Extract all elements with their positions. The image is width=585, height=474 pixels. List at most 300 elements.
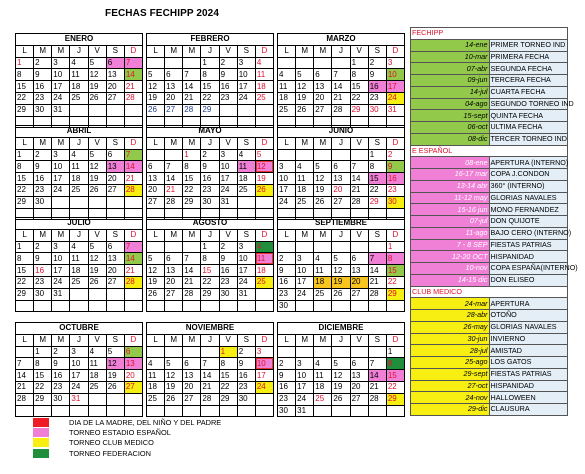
day-cell[interactable]: 11 <box>255 69 273 81</box>
day-cell[interactable]: 30 <box>201 196 219 208</box>
day-cell[interactable]: 17 <box>296 381 314 393</box>
day-cell[interactable]: 19 <box>88 173 106 185</box>
day-cell[interactable]: 11 <box>88 358 106 370</box>
day-cell[interactable]: 27 <box>106 184 124 196</box>
day-cell[interactable]: 21 <box>124 173 142 185</box>
day-cell[interactable]: 25 <box>314 288 332 300</box>
day-cell[interactable]: 19 <box>296 92 314 104</box>
day-cell[interactable]: 5 <box>332 253 350 265</box>
day-cell[interactable]: 3 <box>52 241 70 253</box>
day-cell[interactable]: 30 <box>34 196 52 208</box>
day-cell[interactable]: 26 <box>147 288 165 300</box>
day-cell[interactable]: 3 <box>296 358 314 370</box>
day-cell[interactable]: 11 <box>314 370 332 382</box>
day-cell[interactable]: 3 <box>386 57 404 69</box>
day-cell[interactable]: 14 <box>124 69 142 81</box>
day-cell[interactable]: 22 <box>219 381 237 393</box>
day-cell[interactable]: 2 <box>201 149 219 161</box>
day-cell[interactable]: 10 <box>70 358 88 370</box>
day-cell[interactable]: 31 <box>52 104 70 116</box>
day-cell[interactable]: 12 <box>255 161 273 173</box>
day-cell[interactable]: 9 <box>237 358 255 370</box>
day-cell[interactable]: 3 <box>70 346 88 358</box>
day-cell[interactable]: 22 <box>368 184 386 196</box>
day-cell[interactable]: 26 <box>88 92 106 104</box>
day-cell[interactable]: 18 <box>147 381 165 393</box>
day-cell[interactable]: 15 <box>350 81 368 93</box>
day-cell[interactable]: 9 <box>34 253 52 265</box>
day-cell[interactable]: 11 <box>278 81 296 93</box>
day-cell[interactable]: 17 <box>386 81 404 93</box>
day-cell[interactable]: 20 <box>106 265 124 277</box>
day-cell[interactable]: 16 <box>219 81 237 93</box>
day-cell[interactable]: 26 <box>314 196 332 208</box>
day-cell[interactable]: 17 <box>52 81 70 93</box>
day-cell[interactable]: 22 <box>201 92 219 104</box>
day-cell[interactable]: 6 <box>147 161 165 173</box>
day-cell[interactable]: 9 <box>386 161 404 173</box>
day-cell[interactable]: 23 <box>219 92 237 104</box>
day-cell[interactable]: 15 <box>16 265 34 277</box>
day-cell[interactable]: 15 <box>201 81 219 93</box>
day-cell[interactable]: 1 <box>386 241 404 253</box>
day-cell[interactable]: 13 <box>106 161 124 173</box>
day-cell[interactable]: 15 <box>368 173 386 185</box>
day-cell[interactable]: 8 <box>183 161 201 173</box>
day-cell[interactable]: 28 <box>183 104 201 116</box>
day-cell[interactable]: 14 <box>124 253 142 265</box>
day-cell[interactable]: 23 <box>219 276 237 288</box>
day-cell[interactable]: 6 <box>165 253 183 265</box>
day-cell[interactable]: 21 <box>350 184 368 196</box>
day-cell[interactable]: 19 <box>88 265 106 277</box>
day-cell[interactable]: 29 <box>350 104 368 116</box>
day-cell[interactable]: 28 <box>124 276 142 288</box>
day-cell[interactable]: 4 <box>70 57 88 69</box>
day-cell[interactable]: 29 <box>386 393 404 405</box>
day-cell[interactable]: 12 <box>88 253 106 265</box>
day-cell[interactable]: 7 <box>124 57 142 69</box>
day-cell[interactable]: 19 <box>147 276 165 288</box>
day-cell[interactable]: 1 <box>201 57 219 69</box>
day-cell[interactable]: 6 <box>314 69 332 81</box>
day-cell[interactable]: 4 <box>88 346 106 358</box>
day-cell[interactable]: 27 <box>314 104 332 116</box>
day-cell[interactable]: 12 <box>332 265 350 277</box>
day-cell[interactable]: 20 <box>165 92 183 104</box>
day-cell[interactable]: 10 <box>237 253 255 265</box>
day-cell[interactable]: 5 <box>88 149 106 161</box>
day-cell[interactable]: 28 <box>124 184 142 196</box>
day-cell[interactable]: 25 <box>296 196 314 208</box>
day-cell[interactable]: 5 <box>314 161 332 173</box>
day-cell[interactable]: 24 <box>219 184 237 196</box>
day-cell[interactable]: 10 <box>237 69 255 81</box>
day-cell[interactable]: 21 <box>332 92 350 104</box>
day-cell[interactable]: 30 <box>386 196 404 208</box>
day-cell[interactable]: 20 <box>106 173 124 185</box>
day-cell[interactable]: 24 <box>278 196 296 208</box>
day-cell[interactable]: 15 <box>16 173 34 185</box>
day-cell[interactable]: 25 <box>237 184 255 196</box>
day-cell[interactable]: 23 <box>52 381 70 393</box>
day-cell[interactable]: 13 <box>124 358 142 370</box>
day-cell[interactable]: 22 <box>386 276 404 288</box>
day-cell[interactable]: 13 <box>165 265 183 277</box>
day-cell[interactable]: 31 <box>237 288 255 300</box>
day-cell[interactable]: 4 <box>237 149 255 161</box>
day-cell[interactable]: 16 <box>34 173 52 185</box>
day-cell[interactable]: 15 <box>183 173 201 185</box>
day-cell[interactable]: 1 <box>201 241 219 253</box>
day-cell[interactable]: 14 <box>350 173 368 185</box>
day-cell[interactable]: 7 <box>201 358 219 370</box>
day-cell[interactable]: 10 <box>52 69 70 81</box>
day-cell[interactable]: 3 <box>296 253 314 265</box>
day-cell[interactable]: 1 <box>219 346 237 358</box>
day-cell[interactable]: 30 <box>237 393 255 405</box>
day-cell[interactable]: 23 <box>278 393 296 405</box>
day-cell[interactable]: 14 <box>368 370 386 382</box>
day-cell[interactable]: 2 <box>219 241 237 253</box>
day-cell[interactable]: 19 <box>165 381 183 393</box>
day-cell[interactable]: 23 <box>201 184 219 196</box>
day-cell[interactable]: 4 <box>70 241 88 253</box>
day-cell[interactable]: 18 <box>88 370 106 382</box>
day-cell[interactable]: 6 <box>165 69 183 81</box>
day-cell[interactable]: 24 <box>70 381 88 393</box>
day-cell[interactable]: 12 <box>314 173 332 185</box>
day-cell[interactable]: 20 <box>147 184 165 196</box>
day-cell[interactable]: 16 <box>219 265 237 277</box>
day-cell[interactable]: 25 <box>147 393 165 405</box>
day-cell[interactable]: 31 <box>296 405 314 417</box>
day-cell[interactable]: 3 <box>255 346 273 358</box>
day-cell[interactable]: 13 <box>165 81 183 93</box>
day-cell[interactable]: 6 <box>124 346 142 358</box>
day-cell[interactable]: 9 <box>201 161 219 173</box>
day-cell[interactable]: 14 <box>201 370 219 382</box>
day-cell[interactable]: 27 <box>165 288 183 300</box>
day-cell[interactable]: 11 <box>70 253 88 265</box>
day-cell[interactable]: 8 <box>16 69 34 81</box>
day-cell[interactable]: 7 <box>368 358 386 370</box>
day-cell[interactable]: 10 <box>296 265 314 277</box>
day-cell[interactable]: 8 <box>368 161 386 173</box>
day-cell[interactable]: 30 <box>278 300 296 312</box>
day-cell[interactable]: 5 <box>332 358 350 370</box>
day-cell[interactable]: 11 <box>314 265 332 277</box>
day-cell[interactable]: 30 <box>34 288 52 300</box>
day-cell[interactable]: 21 <box>124 81 142 93</box>
day-cell[interactable]: 11 <box>296 173 314 185</box>
day-cell[interactable]: 2 <box>278 358 296 370</box>
day-cell[interactable]: 3 <box>219 149 237 161</box>
day-cell[interactable]: 9 <box>219 253 237 265</box>
day-cell[interactable]: 28 <box>368 288 386 300</box>
day-cell[interactable]: 29 <box>16 104 34 116</box>
day-cell[interactable]: 1 <box>368 149 386 161</box>
day-cell[interactable]: 26 <box>332 288 350 300</box>
day-cell[interactable]: 9 <box>368 69 386 81</box>
day-cell[interactable]: 27 <box>124 381 142 393</box>
day-cell[interactable]: 12 <box>147 81 165 93</box>
day-cell[interactable]: 11 <box>147 370 165 382</box>
day-cell[interactable]: 9 <box>52 358 70 370</box>
day-cell[interactable]: 4 <box>314 358 332 370</box>
day-cell[interactable]: 13 <box>106 253 124 265</box>
day-cell[interactable]: 1 <box>16 149 34 161</box>
day-cell[interactable]: 3 <box>52 149 70 161</box>
day-cell[interactable]: 17 <box>52 265 70 277</box>
day-cell[interactable]: 27 <box>332 196 350 208</box>
day-cell[interactable]: 22 <box>16 92 34 104</box>
day-cell[interactable]: 17 <box>296 276 314 288</box>
day-cell[interactable]: 28 <box>332 104 350 116</box>
day-cell[interactable]: 11 <box>70 69 88 81</box>
day-cell[interactable]: 16 <box>52 370 70 382</box>
day-cell[interactable]: 8 <box>16 161 34 173</box>
day-cell[interactable]: 23 <box>368 92 386 104</box>
day-cell[interactable]: 19 <box>332 381 350 393</box>
day-cell[interactable]: 8 <box>350 69 368 81</box>
day-cell[interactable]: 5 <box>147 69 165 81</box>
day-cell[interactable]: 26 <box>255 184 273 196</box>
day-cell[interactable]: 14 <box>165 173 183 185</box>
day-cell[interactable]: 28 <box>350 196 368 208</box>
day-cell[interactable]: 30 <box>368 104 386 116</box>
day-cell[interactable]: 2 <box>278 253 296 265</box>
day-cell[interactable]: 7 <box>332 69 350 81</box>
day-cell[interactable]: 6 <box>350 253 368 265</box>
day-cell[interactable]: 29 <box>368 196 386 208</box>
day-cell[interactable]: 11 <box>255 253 273 265</box>
day-cell[interactable]: 8 <box>201 69 219 81</box>
day-cell[interactable]: 5 <box>88 57 106 69</box>
day-cell[interactable]: 26 <box>147 104 165 116</box>
day-cell[interactable]: 21 <box>201 381 219 393</box>
day-cell[interactable]: 4 <box>314 253 332 265</box>
day-cell[interactable]: 19 <box>106 370 124 382</box>
day-cell[interactable]: 20 <box>124 370 142 382</box>
day-cell[interactable]: 1 <box>350 57 368 69</box>
day-cell[interactable]: 14 <box>183 81 201 93</box>
day-cell[interactable]: 17 <box>278 184 296 196</box>
day-cell[interactable]: 28 <box>201 393 219 405</box>
day-cell[interactable]: 3 <box>278 161 296 173</box>
day-cell[interactable]: 27 <box>183 393 201 405</box>
day-cell[interactable]: 2 <box>237 346 255 358</box>
day-cell[interactable]: 27 <box>106 276 124 288</box>
day-cell[interactable]: 15 <box>219 370 237 382</box>
day-cell[interactable]: 9 <box>278 370 296 382</box>
day-cell[interactable]: 29 <box>16 196 34 208</box>
day-cell[interactable]: 14 <box>124 161 142 173</box>
day-cell[interactable]: 30 <box>52 393 70 405</box>
day-cell[interactable]: 14 <box>368 265 386 277</box>
day-cell[interactable]: 7 <box>183 69 201 81</box>
day-cell[interactable]: 9 <box>219 69 237 81</box>
day-cell[interactable]: 6 <box>350 358 368 370</box>
day-cell[interactable]: 23 <box>34 184 52 196</box>
day-cell[interactable]: 31 <box>52 288 70 300</box>
day-cell[interactable]: 22 <box>34 381 52 393</box>
day-cell[interactable]: 29 <box>219 393 237 405</box>
day-cell[interactable]: 24 <box>52 184 70 196</box>
day-cell[interactable]: 2 <box>52 346 70 358</box>
day-cell[interactable]: 28 <box>16 393 34 405</box>
day-cell[interactable]: 2 <box>34 57 52 69</box>
day-cell[interactable]: 5 <box>255 149 273 161</box>
day-cell[interactable]: 10 <box>386 69 404 81</box>
day-cell[interactable]: 14 <box>16 370 34 382</box>
day-cell[interactable]: 18 <box>314 276 332 288</box>
day-cell[interactable]: 2 <box>368 57 386 69</box>
day-cell[interactable]: 18 <box>255 265 273 277</box>
day-cell[interactable]: 28 <box>124 92 142 104</box>
day-cell[interactable]: 15 <box>16 81 34 93</box>
day-cell[interactable]: 19 <box>147 92 165 104</box>
day-cell[interactable]: 19 <box>314 184 332 196</box>
day-cell[interactable]: 1 <box>34 346 52 358</box>
day-cell[interactable]: 12 <box>88 69 106 81</box>
day-cell[interactable]: 27 <box>106 92 124 104</box>
day-cell[interactable]: 29 <box>183 196 201 208</box>
day-cell[interactable]: 4 <box>278 69 296 81</box>
day-cell[interactable]: 22 <box>16 276 34 288</box>
day-cell[interactable]: 16 <box>201 173 219 185</box>
day-cell[interactable]: 29 <box>16 288 34 300</box>
day-cell[interactable]: 18 <box>70 173 88 185</box>
day-cell[interactable]: 4 <box>147 358 165 370</box>
day-cell[interactable]: 16 <box>34 265 52 277</box>
day-cell[interactable]: 24 <box>296 288 314 300</box>
day-cell[interactable]: 31 <box>70 393 88 405</box>
day-cell[interactable]: 28 <box>368 393 386 405</box>
day-cell[interactable]: 29 <box>386 288 404 300</box>
day-cell[interactable]: 25 <box>70 276 88 288</box>
day-cell[interactable]: 7 <box>124 241 142 253</box>
day-cell[interactable]: 29 <box>34 393 52 405</box>
day-cell[interactable]: 18 <box>70 265 88 277</box>
day-cell[interactable]: 16 <box>34 81 52 93</box>
day-cell[interactable]: 13 <box>183 370 201 382</box>
day-cell[interactable]: 20 <box>183 381 201 393</box>
day-cell[interactable]: 25 <box>255 92 273 104</box>
day-cell[interactable]: 21 <box>368 381 386 393</box>
day-cell[interactable]: 15 <box>34 370 52 382</box>
day-cell[interactable]: 2 <box>34 149 52 161</box>
day-cell[interactable]: 9 <box>34 161 52 173</box>
day-cell[interactable]: 3 <box>52 57 70 69</box>
day-cell[interactable]: 3 <box>237 241 255 253</box>
day-cell[interactable]: 1 <box>183 149 201 161</box>
day-cell[interactable]: 20 <box>350 381 368 393</box>
day-cell[interactable]: 24 <box>52 92 70 104</box>
day-cell[interactable]: 6 <box>106 149 124 161</box>
day-cell[interactable]: 4 <box>255 241 273 253</box>
day-cell[interactable]: 27 <box>350 393 368 405</box>
day-cell[interactable]: 1 <box>16 241 34 253</box>
day-cell[interactable]: 1 <box>16 57 34 69</box>
day-cell[interactable]: 16 <box>278 276 296 288</box>
day-cell[interactable]: 11 <box>70 161 88 173</box>
day-cell[interactable]: 10 <box>219 161 237 173</box>
day-cell[interactable]: 20 <box>165 276 183 288</box>
day-cell[interactable]: 24 <box>255 381 273 393</box>
day-cell[interactable]: 13 <box>314 81 332 93</box>
day-cell[interactable]: 27 <box>165 104 183 116</box>
day-cell[interactable]: 17 <box>255 370 273 382</box>
day-cell[interactable]: 24 <box>386 92 404 104</box>
day-cell[interactable]: 21 <box>183 276 201 288</box>
day-cell[interactable]: 17 <box>237 265 255 277</box>
day-cell[interactable]: 8 <box>201 253 219 265</box>
day-cell[interactable]: 21 <box>368 276 386 288</box>
day-cell[interactable]: 8 <box>386 358 404 370</box>
day-cell[interactable]: 16 <box>368 81 386 93</box>
day-cell[interactable]: 1 <box>386 346 404 358</box>
day-cell[interactable]: 7 <box>183 253 201 265</box>
day-cell[interactable]: 29 <box>201 288 219 300</box>
day-cell[interactable]: 17 <box>52 173 70 185</box>
day-cell[interactable]: 15 <box>201 265 219 277</box>
day-cell[interactable]: 19 <box>255 173 273 185</box>
day-cell[interactable]: 12 <box>106 358 124 370</box>
day-cell[interactable]: 26 <box>88 184 106 196</box>
day-cell[interactable]: 25 <box>70 92 88 104</box>
day-cell[interactable]: 9 <box>34 69 52 81</box>
day-cell[interactable]: 16 <box>386 173 404 185</box>
day-cell[interactable]: 17 <box>237 81 255 93</box>
day-cell[interactable]: 28 <box>183 288 201 300</box>
day-cell[interactable]: 22 <box>386 381 404 393</box>
day-cell[interactable]: 16 <box>278 381 296 393</box>
day-cell[interactable]: 15 <box>386 265 404 277</box>
day-cell[interactable]: 18 <box>314 381 332 393</box>
day-cell[interactable]: 23 <box>278 288 296 300</box>
day-cell[interactable]: 24 <box>237 276 255 288</box>
day-cell[interactable]: 26 <box>165 393 183 405</box>
day-cell[interactable]: 15 <box>386 370 404 382</box>
day-cell[interactable]: 21 <box>165 184 183 196</box>
day-cell[interactable]: 31 <box>386 104 404 116</box>
day-cell[interactable]: 25 <box>88 381 106 393</box>
day-cell[interactable]: 20 <box>350 276 368 288</box>
day-cell[interactable]: 25 <box>255 276 273 288</box>
day-cell[interactable]: 23 <box>386 184 404 196</box>
day-cell[interactable]: 18 <box>237 173 255 185</box>
day-cell[interactable]: 8 <box>16 253 34 265</box>
day-cell[interactable]: 26 <box>296 104 314 116</box>
day-cell[interactable]: 24 <box>52 276 70 288</box>
day-cell[interactable]: 7 <box>165 161 183 173</box>
day-cell[interactable]: 10 <box>52 161 70 173</box>
day-cell[interactable]: 8 <box>219 358 237 370</box>
day-cell[interactable]: 22 <box>16 184 34 196</box>
day-cell[interactable]: 4 <box>255 57 273 69</box>
day-cell[interactable]: 25 <box>70 184 88 196</box>
day-cell[interactable]: 20 <box>332 184 350 196</box>
day-cell[interactable]: 13 <box>106 69 124 81</box>
day-cell[interactable]: 30 <box>34 104 52 116</box>
day-cell[interactable]: 13 <box>332 173 350 185</box>
day-cell[interactable]: 2 <box>219 57 237 69</box>
day-cell[interactable]: 17 <box>70 370 88 382</box>
day-cell[interactable]: 27 <box>350 288 368 300</box>
day-cell[interactable]: 16 <box>237 370 255 382</box>
day-cell[interactable]: 7 <box>16 358 34 370</box>
